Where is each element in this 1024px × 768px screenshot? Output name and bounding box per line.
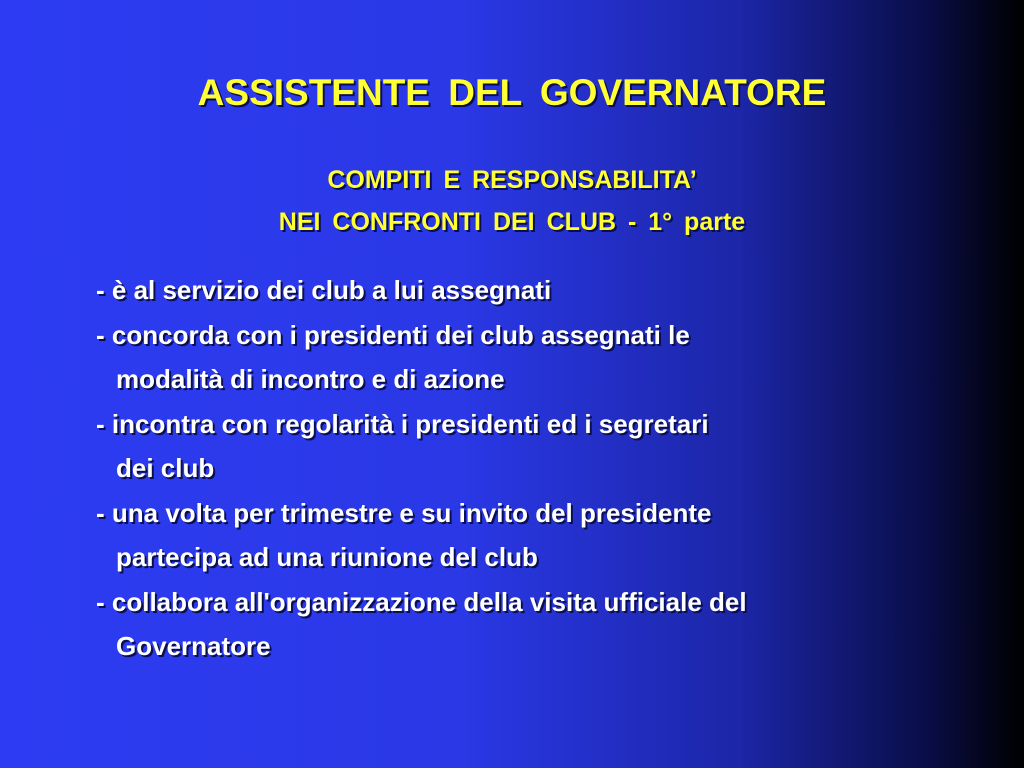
bullet-item: - incontra con regolarità i presidenti ed i segretari bbox=[96, 408, 709, 439]
bullet-continuation: Governatore bbox=[116, 631, 271, 661]
bullet-item: - collabora all'organizzazione della visita ufficiale del bbox=[96, 586, 747, 617]
bullet-list bbox=[96, 268, 976, 669]
bullet-continuation: partecipa ad una riunione del club bbox=[116, 542, 538, 572]
slide-subtitle-line-1: COMPITI E RESPONSABILITA’ bbox=[327, 166, 697, 194]
slide-subtitle-line-2: NEI CONFRONTI DEI CLUB - 1° parte bbox=[278, 208, 746, 236]
bullet-item: - è al servizio dei club a lui assegnati bbox=[96, 275, 552, 305]
bullet-item: - concorda con i presidenti dei club assegnati le bbox=[96, 319, 690, 350]
bullet-item: - una volta per trimestre e su invito del presidente bbox=[96, 497, 712, 528]
bullet-continuation: dei club bbox=[116, 453, 215, 483]
slide-title: ASSISTENTE DEL GOVERNATORE bbox=[197, 72, 827, 113]
bullet-continuation: modalità di incontro e di azione bbox=[116, 364, 505, 394]
